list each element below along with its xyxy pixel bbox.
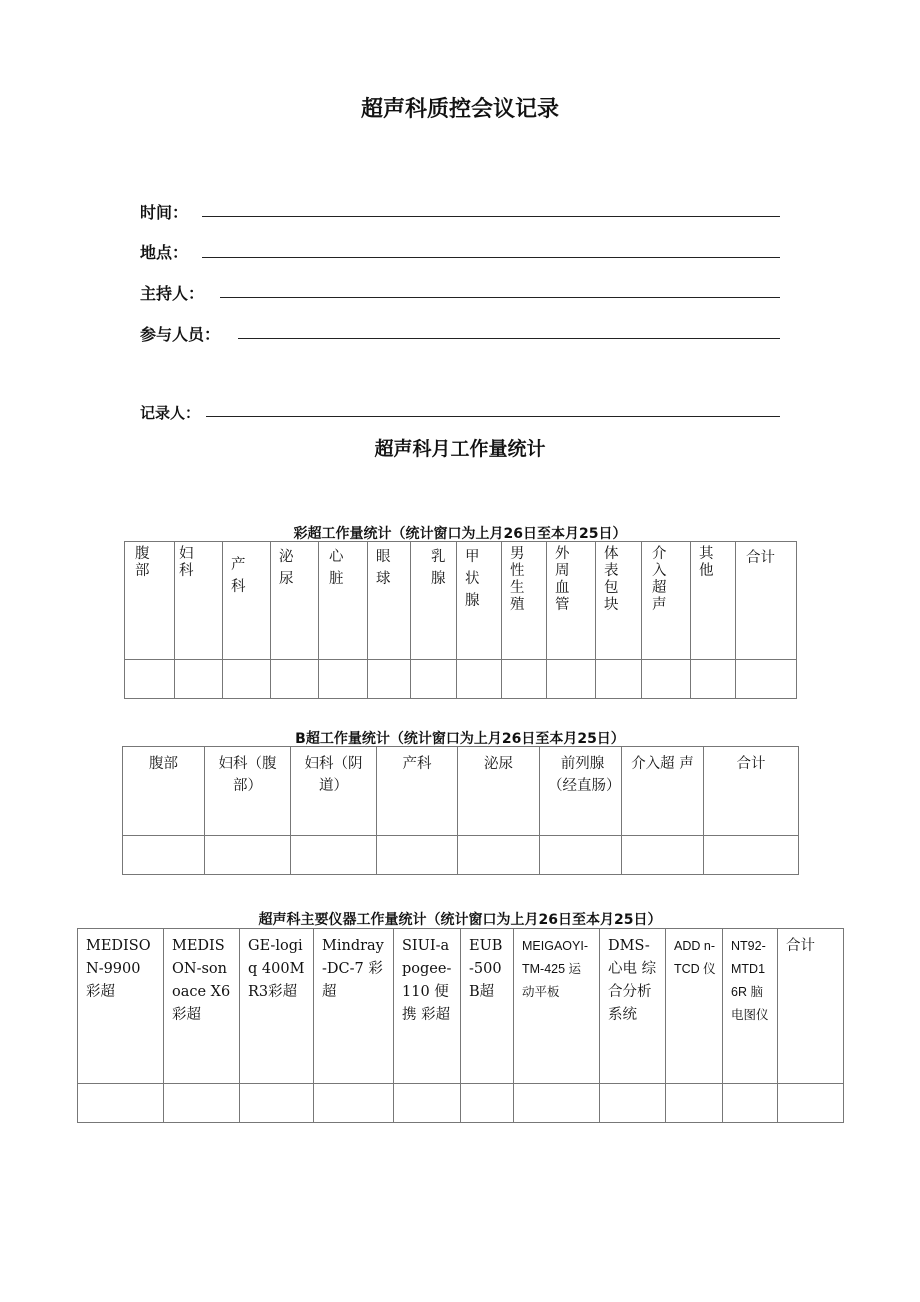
header-cell: SIUI-apogee-110 便携 彩超 [394,929,461,1084]
data-cell[interactable] [691,660,736,699]
field-recorder-label: 记录人： [140,404,201,422]
color-table-header-row [125,542,797,660]
header-label: 腹部 [135,546,150,579]
header-label: 其他 [699,546,714,579]
data-cell[interactable] [240,1084,314,1123]
header-cell: NT92-MTD16R 脑电图仪 [723,929,778,1084]
color-table-caption: 彩超工作量统计（统计窗口为上月26日至本月25日） [293,526,627,542]
field-place-label: 地点： [140,243,189,262]
header-cell: DMS- 心电 综合分析 系统 [600,929,666,1084]
workload-subtitle: 超声科月工作量统计 [374,438,546,460]
b-table-caption: B超工作量统计（统计窗口为上月26日至本月25日） [295,731,625,747]
header-cell [547,542,596,660]
b-table-header-row [123,747,799,836]
header-label: 体表包块 [604,546,619,613]
field-recorder-line[interactable] [206,416,780,417]
equip-table-caption: 超声科主要仪器工作量统计（统计窗口为上月26日至本月25日） [258,912,662,928]
header-cell [691,542,736,660]
header-cell [736,542,797,660]
data-cell[interactable] [666,1084,723,1123]
header-cell: 妇科（腹部） [205,747,291,836]
field-participants-line[interactable] [238,338,780,339]
field-host-line[interactable] [220,297,780,298]
header-label: 合计 [746,550,775,566]
header-cell: 合计 [704,747,799,836]
equipment-table [77,928,844,1123]
header-label: 男性生殖 [510,546,525,613]
data-cell[interactable] [377,836,458,875]
header-label: 外周血管 [555,546,570,613]
data-cell[interactable] [223,660,271,699]
header-cell [319,542,368,660]
header-cell [175,542,223,660]
header-cell: 介入超 声 [622,747,704,836]
header-cell: 产科 [377,747,458,836]
data-cell[interactable] [314,1084,394,1123]
data-cell[interactable] [394,1084,461,1123]
data-cell[interactable] [461,1084,514,1123]
equip-table-header-row [78,929,844,1084]
data-cell[interactable] [123,836,205,875]
header-label: 介入超声 [652,546,667,613]
data-cell[interactable] [78,1084,164,1123]
data-cell[interactable] [540,836,622,875]
header-label: 甲状腺 [465,549,480,609]
header-cell [457,542,502,660]
header-cell: 腹部 [123,747,205,836]
header-label: 产科 [231,557,246,595]
data-cell[interactable] [723,1084,778,1123]
header-cell [596,542,642,660]
header-cell: ADD n-TCD 仪 [666,929,723,1084]
field-time-line[interactable] [202,216,780,217]
data-cell[interactable] [271,660,319,699]
header-label: 乳腺 [431,549,446,587]
data-cell[interactable] [547,660,596,699]
data-cell[interactable] [642,660,691,699]
data-cell[interactable] [622,836,704,875]
data-cell[interactable] [596,660,642,699]
header-cell: 前列腺（经直肠） [540,747,622,836]
data-cell[interactable] [502,660,547,699]
header-cell: MEDISON-sonoace X6彩超 [164,929,240,1084]
field-time-label: 时间： [140,203,189,222]
header-cell [642,542,691,660]
header-cell: 泌尿 [458,747,540,836]
header-cell [223,542,271,660]
header-cell: GE-logiq 400MR3彩超 [240,929,314,1084]
header-cell [502,542,547,660]
header-cell: Mindray-DC-7 彩超 [314,929,394,1084]
data-cell[interactable] [457,660,502,699]
header-cell: 妇科（阴道） [291,747,377,836]
header-label: 妇科 [179,546,194,579]
data-cell[interactable] [458,836,540,875]
header-cell [411,542,457,660]
data-cell[interactable] [600,1084,666,1123]
header-label: 泌尿 [279,549,294,587]
header-label: 心脏 [329,549,344,587]
header-cell: MEDISON-9900 彩超 [78,929,164,1084]
field-participants-label: 参与人员： [140,325,221,344]
data-cell[interactable] [175,660,223,699]
header-cell: 合计 [778,929,844,1084]
equip-table-data-row [78,1084,844,1123]
data-cell[interactable] [319,660,368,699]
data-cell[interactable] [704,836,799,875]
data-cell[interactable] [778,1084,844,1123]
header-cell: EUB-500 B超 [461,929,514,1084]
header-label: 眼球 [376,549,391,587]
data-cell[interactable] [368,660,411,699]
header-cell [271,542,319,660]
data-cell[interactable] [125,660,175,699]
data-cell[interactable] [205,836,291,875]
data-cell[interactable] [291,836,377,875]
data-cell[interactable] [736,660,797,699]
header-cell [368,542,411,660]
header-cell [125,542,175,660]
header-cell: MEIGAOYI-TM-425 运动平板 [514,929,600,1084]
field-place-line[interactable] [202,257,780,258]
data-cell[interactable] [411,660,457,699]
color-table-data-row [125,660,797,699]
b-table-data-row [123,836,799,875]
document-title: 超声科质控会议记录 [360,97,559,122]
b-ultrasound-table [122,746,799,875]
color-ultrasound-table [124,541,797,699]
data-cell[interactable] [514,1084,600,1123]
data-cell[interactable] [164,1084,240,1123]
field-host-label: 主持人： [140,284,205,303]
